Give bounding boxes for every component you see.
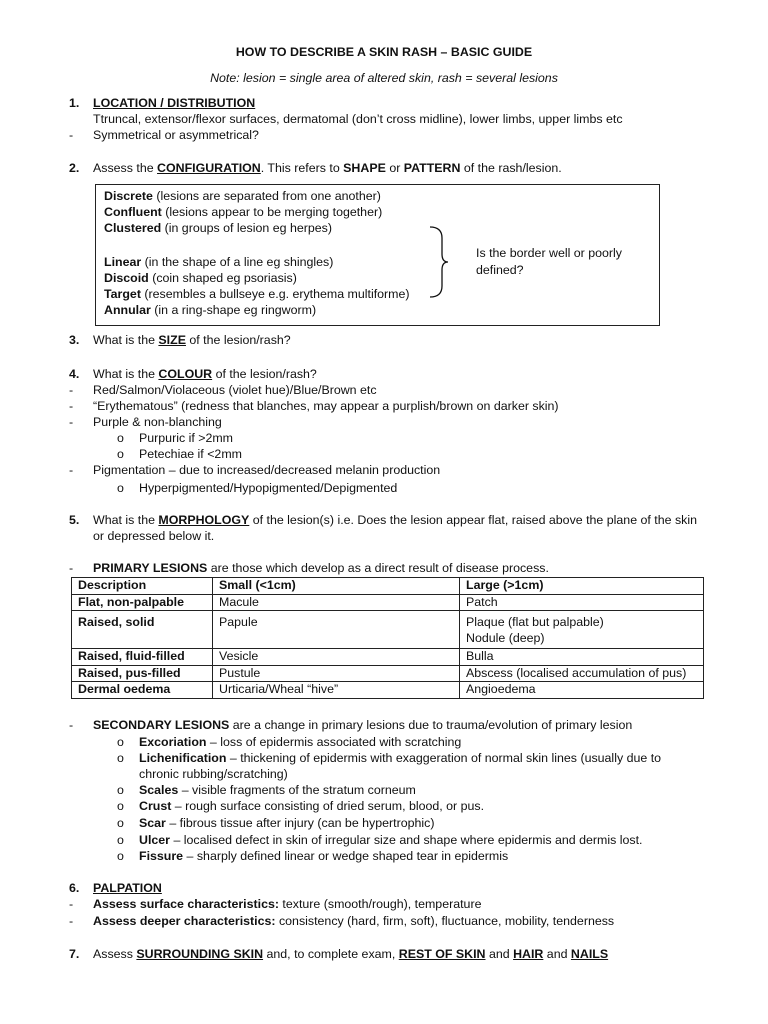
dash-bullet: - (69, 463, 74, 477)
table-cell: Urticaria/Wheal “hive” (213, 682, 460, 699)
table-row (72, 682, 704, 699)
section-1-bullet: Symmetrical or asymmetrical? (93, 128, 259, 142)
table-cell: Flat, non-palpable (72, 594, 213, 611)
section-1-line: Ttruncal, extensor/flexor surfaces, dermatomal (don’t cross midline), lower limbs, upper limbs etc (93, 112, 623, 126)
section-6-heading: PALPATION (93, 881, 162, 895)
section-1-number: 1. (69, 96, 80, 110)
section-5-text-cont: or depressed below it. (93, 529, 215, 543)
section-7-number: 7. (69, 947, 80, 961)
section-4-text: What is the COLOUR of the lesion/rash? (93, 367, 317, 381)
secondary-item: Ulcer – localised defect in skin of irregular size and shape where epidermis and dermis lost. (139, 833, 643, 847)
section-3-text: What is the SIZE of the lesion/rash? (93, 333, 291, 347)
section-7-text: Assess SURROUNDING SKIN and, to complete exam, REST OF SKIN and HAIR and NAILS (93, 947, 609, 961)
table-row (72, 611, 704, 649)
table-cell: Raised, solid (72, 611, 213, 649)
table-row (72, 665, 704, 682)
table-cell: Dermal oedema (72, 682, 213, 699)
circle-bullet-icon: o (117, 481, 124, 495)
table-header: Small (<1cm) (213, 578, 460, 595)
section-4-number: 4. (69, 367, 80, 381)
config-item-confluent: Confluent (lesions appear to be merging together) (104, 205, 383, 219)
dash-bullet: - (69, 718, 74, 732)
config-item-target: Target (resembles a bullseye e.g. erythema multiforme) (104, 287, 410, 301)
circle-bullet-icon: o (117, 751, 124, 765)
secondary-item: Fissure – sharply defined linear or wedge shaped tear in epidermis (139, 849, 509, 863)
circle-bullet-icon: o (117, 849, 124, 863)
section-2-number: 2. (69, 161, 80, 175)
primary-lesions-table (71, 577, 704, 699)
table-cell: Papule (213, 611, 460, 649)
table-cell: Raised, fluid-filled (72, 649, 213, 666)
table-cell: Vesicle (213, 649, 460, 666)
dash-bullet: - (69, 897, 74, 911)
table-header: Description (72, 578, 213, 595)
secondary-item: Scar – fibrous tissue after injury (can be hypertrophic) (139, 816, 435, 830)
colour-bullet-2: “Erythematous” (redness that blanches, may appear a purplish/brown on darker skin) (93, 399, 559, 413)
section-1-heading: LOCATION / DISTRIBUTION (93, 96, 256, 110)
palpation-surface: Assess surface characteristics: texture (smooth/rough), temperature (93, 897, 482, 911)
circle-bullet-icon: o (117, 816, 124, 830)
page-title: HOW TO DESCRIBE A SKIN RASH – BASIC GUIDE (235, 45, 533, 59)
table-cell: Plaque (flat but palpable) Nodule (deep) (460, 611, 704, 649)
table-cell: Abscess (localised accumulation of pus) (460, 665, 704, 682)
dash-bullet: - (69, 128, 74, 142)
circle-bullet-icon: o (117, 447, 124, 461)
dash-bullet: - (69, 415, 74, 429)
table-row (72, 649, 704, 666)
table-row (72, 594, 704, 611)
secondary-item: Excoriation – loss of epidermis associated with scratching (139, 735, 462, 749)
section-5-text: What is the MORPHOLOGY of the lesion(s) i.e. Does the lesion appear flat, raised above the plane of the skin (93, 513, 698, 527)
circle-bullet-icon: o (117, 783, 124, 797)
circle-bullet-icon: o (117, 735, 124, 749)
config-item-discoid: Discoid (coin shaped eg psoriasis) (104, 271, 297, 285)
config-item-linear: Linear (in the shape of a line eg shingles) (104, 255, 334, 269)
colour-bullet-3: Purple & non-blanching (93, 415, 222, 429)
note: Note: lesion = single area of altered skin, rash = several lesions (210, 71, 558, 85)
colour-bullet-4: Pigmentation – due to increased/decreased melanin production (93, 463, 441, 477)
table-header-row (72, 578, 704, 595)
dash-bullet: - (69, 914, 74, 928)
secondary-lesions-intro: SECONDARY LESIONS are a change in primary lesions due to trauma/evolution of primary lesion (93, 718, 633, 732)
table-cell: Pustule (213, 665, 460, 682)
border-question-line-1: Is the border well or poorly (476, 246, 623, 260)
curly-brace-icon (428, 224, 450, 300)
circle-bullet-icon: o (117, 431, 124, 445)
config-item-annular: Annular (in a ring-shape eg ringworm) (104, 303, 317, 317)
table-cell: Macule (213, 594, 460, 611)
secondary-item: Crust – rough surface consisting of dried serum, blood, or pus. (139, 799, 485, 813)
border-question-line-2: defined? (476, 263, 524, 277)
section-5-number: 5. (69, 513, 80, 527)
config-item-clustered: Clustered (in groups of lesion eg herpes) (104, 221, 332, 235)
primary-lesions-intro: PRIMARY LESIONS are those which develop as a direct result of disease process. (93, 561, 549, 575)
section-6-number: 6. (69, 881, 80, 895)
secondary-item-cont: chronic rubbing/scratching) (139, 767, 288, 781)
colour-sub-3: Hyperpigmented/Hypopigmented/Depigmented (139, 481, 398, 495)
colour-sub-1: Purpuric if >2mm (139, 431, 233, 445)
dash-bullet: - (69, 561, 74, 575)
table-cell: Angioedema (460, 682, 704, 699)
secondary-item: Scales – visible fragments of the stratum corneum (139, 783, 416, 797)
config-item-discrete: Discrete (lesions are separated from one another) (104, 189, 381, 203)
colour-bullet-1: Red/Salmon/Violaceous (violet hue)/Blue/Brown etc (93, 383, 377, 397)
secondary-item: Lichenification – thickening of epidermis with exaggeration of normal skin lines (usually due to (139, 751, 662, 765)
section-3-number: 3. (69, 333, 80, 347)
colour-sub-2: Petechiae if <2mm (139, 447, 242, 461)
circle-bullet-icon: o (117, 833, 124, 847)
circle-bullet-icon: o (117, 799, 124, 813)
palpation-deeper: Assess deeper characteristics: consistency (hard, firm, soft), fluctuance, mobility, tenderness (93, 914, 615, 928)
table-cell: Raised, pus-filled (72, 665, 213, 682)
table-cell: Patch (460, 594, 704, 611)
section-2-text: Assess the CONFIGURATION. This refers to SHAPE or PATTERN of the rash/lesion. (93, 161, 562, 175)
table-cell: Bulla (460, 649, 704, 666)
table-header: Large (>1cm) (460, 578, 704, 595)
dash-bullet: - (69, 383, 74, 397)
dash-bullet: - (69, 399, 74, 413)
